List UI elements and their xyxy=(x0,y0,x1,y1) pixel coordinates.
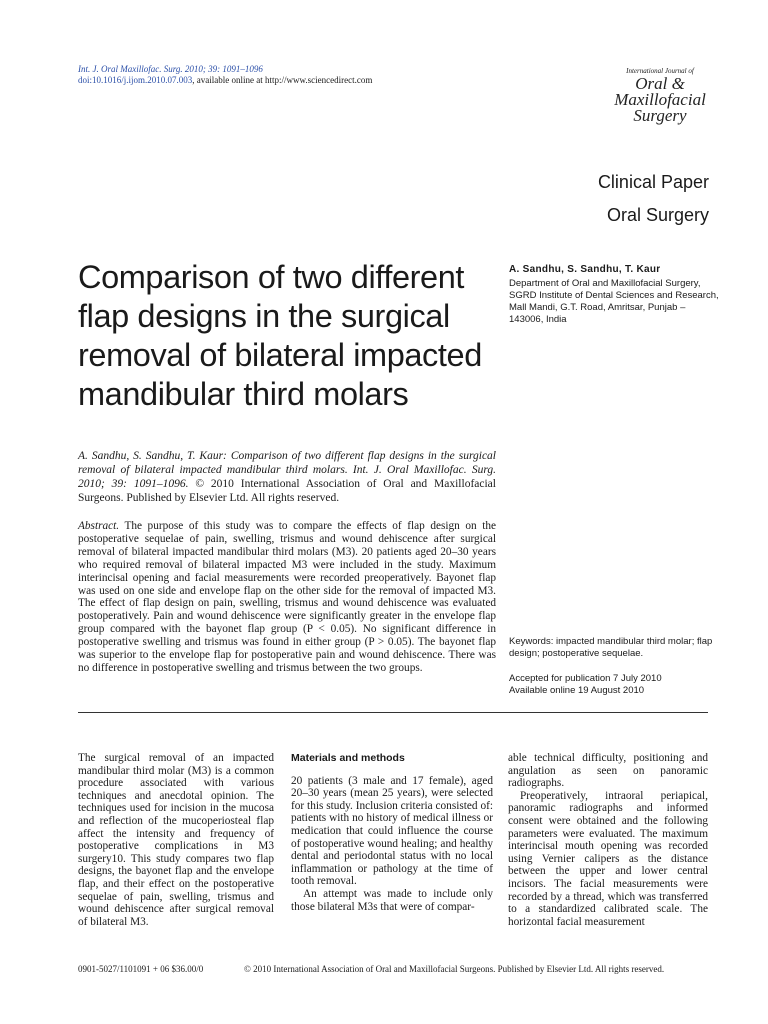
methods-paragraph-2: An attempt was made to include only those bilateral M3s that were of compar- xyxy=(291,887,493,913)
body-column-2 xyxy=(291,752,493,913)
citation-italic: A. Sandhu, S. Sandhu, T. Kaur: Comparison of two different flap designs in the surgical removal of bilateral impacted mandibular third molars. Int. J. Oral Maxillofac. Surg. 2010; 39: 1091–1096. xyxy=(78,450,496,490)
body-column-3 xyxy=(508,752,708,928)
doi-link[interactable]: doi:10.1016/j.ijom.2010.07.003 xyxy=(78,75,193,85)
methods-paragraph-4: Preoperatively, intraoral periapical, panoramic radiographs and informed consent were obtained and the following parameters were evaluated. The maximum interincisal mouth opening was recorded using Vernier calipers as the distance between the upper and lower central incisors. The facial measurements were recorded by a thread, which was transferred to a standardized calibrated scale. The horizontal facial measurement xyxy=(508,789,708,928)
author-affiliation: Department of Oral and Maxillofacial Surgery, SGRD Institute of Dental Sciences and Research, Mall Mandi, G.T. Road, Amritsar, Punjab – 143006, India xyxy=(509,278,719,325)
journal-reference xyxy=(78,64,372,86)
paper-type-line2: Oral Surgery xyxy=(606,205,709,225)
doi-line xyxy=(78,75,372,86)
footer-code: 0901-5027/1101091 + 06 $36.00/0 xyxy=(78,964,204,974)
citation xyxy=(78,449,496,505)
abstract-lead: Abstract. xyxy=(78,520,120,532)
journal-logo-line2: Maxillofacial xyxy=(614,90,706,109)
keywords: Keywords: impacted mandibular third molar; flap design; postoperative sequelae. xyxy=(509,636,713,659)
footer-copyright: © 2010 International Association of Oral and Maxillofacial Surgeons. Published by Elsevier Ltd. All rights reserved. xyxy=(244,964,665,974)
abstract-text: The purpose of this study was to compare the effects of flap design on the postoperative sequelae of pain, swelling, trismus and wound dehiscence after surgical removal of bilateral impacted mandibular third molars (M3). 20 patients aged 20–30 years who required removal of bilateral impacted M3 were included in the study. Maximum interincisal opening and facial measurements were recorded preoperatively. Bayonet flap was used on one side and envelope flap on the other side for the removal of impacted M3. The effect of flap design on pain, swelling, trismus and wound dehiscence was evaluated postoperatively. Pain and wound dehiscence were significantly greater in the envelope flap group compared with the bayonet flap group (P < 0.05). No significant difference in postoperative swelling and trismus was found in either group (P > 0.05). The bayonet flap was superior to the envelope flap for postoperative pain and wound dehiscence. There was no difference in postoperative swelling and trismus between the two groups. xyxy=(78,520,496,674)
journal-logo-line1: Oral & xyxy=(635,74,685,93)
author-names: A. Sandhu, S. Sandhu, T. Kaur xyxy=(509,264,661,275)
publication-dates xyxy=(509,673,721,696)
paper-title: Comparison of two different flap designs in the surgical removal of bilateral impacted mandibular third molars xyxy=(78,259,482,412)
body-column-1 xyxy=(78,752,274,928)
section-heading: Materials and methods xyxy=(291,752,405,764)
journal-logo xyxy=(600,67,720,124)
intro-paragraph: The surgical removal of an impacted mandibular third molar (M3) is a common procedure associated with various techniques and anecdotal opinion. The techniques used for incision in the mucosa and reflection of the mucoperiosteal flap affect the intensity and frequency of postoperative complications in M3 surgery10. This study compares two flap designs, the bayonet flap and the envelope flap, and their effect on the postoperative sequelae of pain, swelling, trismus and wound dehiscence after surgical removal of bilateral M3. xyxy=(78,752,274,928)
section-divider xyxy=(78,712,708,713)
accepted-date: Accepted for publication 7 July 2010 xyxy=(509,673,662,684)
methods-paragraph-3: able technical difficulty, positioning and angulation as seen on panoramic radiographs. xyxy=(508,752,708,790)
journal-logo-line3: Surgery xyxy=(633,106,687,125)
journal-logo-top: International Journal of xyxy=(626,67,694,75)
authors-block xyxy=(509,264,719,326)
journal-citation: Int. J. Oral Maxillofac. Surg. 2010; 39: 1091–1096 xyxy=(78,64,263,74)
paper-type xyxy=(598,166,709,232)
abstract xyxy=(78,520,496,675)
availability-text: , available online at http://www.sciencedirect.com xyxy=(192,75,373,85)
paper-type-line1: Clinical Paper xyxy=(597,172,709,192)
citation-copyright: © 2010 International Association of Oral and Maxillofacial Surgeons. Published by Elsevier Ltd. All rights reserved. xyxy=(78,478,496,504)
online-date: Available online 19 August 2010 xyxy=(509,684,645,696)
methods-paragraph-1: 20 patients (3 male and 17 female), aged 20–30 years (mean 25 years), were selected for this study. Inclusion criteria consisted of: patients with no history of medical illness or medication that could influence the course of postoperative wound healing; and healthy dental and periodontal status with no local inflammation or pathology at the time of tooth removal. xyxy=(291,774,493,888)
